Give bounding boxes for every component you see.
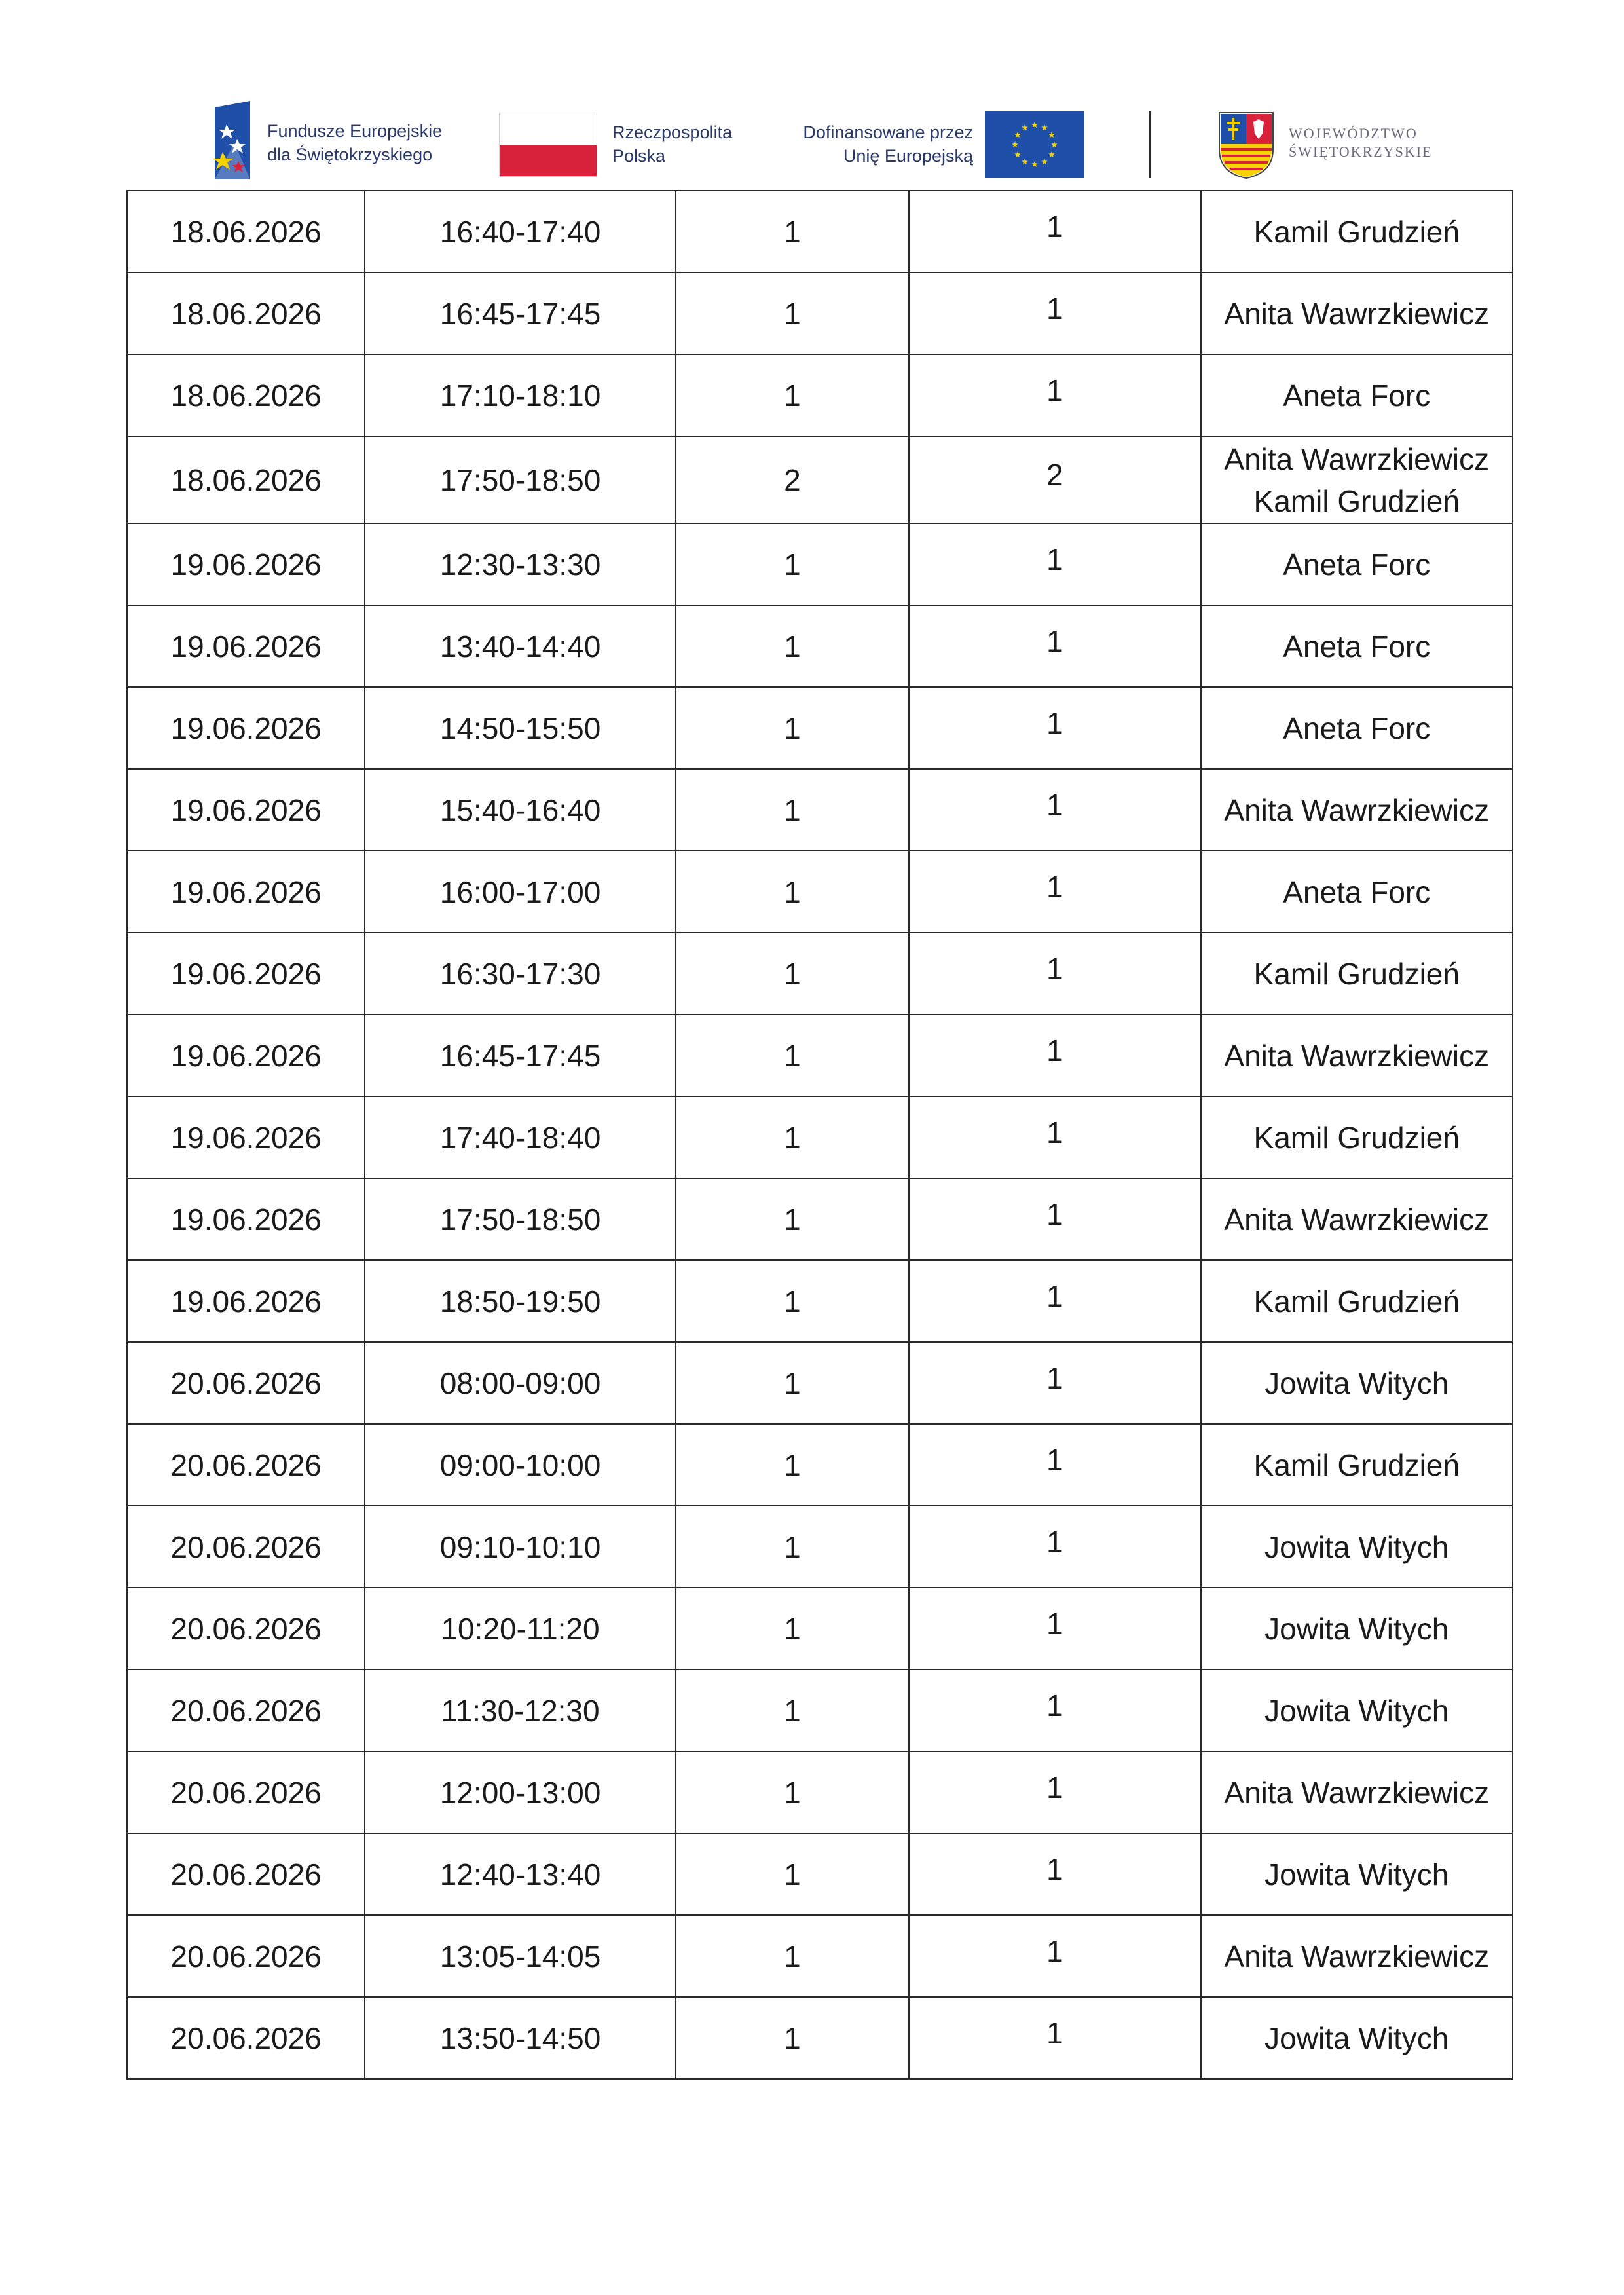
fe-logo-text <box>267 119 442 166</box>
time-cell-text: 12:40-13:40 <box>439 1857 601 1892</box>
date-cell-text: 19.06.2026 <box>170 711 322 745</box>
trainer-cell <box>1201 1178 1513 1260</box>
count-a-cell-text: 1 <box>784 1611 801 1646</box>
count-a-cell <box>676 933 909 1015</box>
trainer-cell <box>1201 851 1513 933</box>
date-cell-text: 20.06.2026 <box>170 1939 322 1973</box>
time-cell <box>365 1751 675 1833</box>
count-b-cell <box>909 1670 1200 1751</box>
time-cell <box>365 1096 675 1178</box>
count-b-cell-text: 1 <box>1046 291 1063 326</box>
trainer-name: Kamil Grudzień <box>1253 483 1460 518</box>
count-b-cell <box>909 1997 1200 2079</box>
count-b-cell <box>909 687 1200 769</box>
count-b-cell-text: 1 <box>1046 1360 1063 1395</box>
count-b-cell-text: 1 <box>1046 869 1063 904</box>
date-cell-text: 19.06.2026 <box>170 956 322 991</box>
time-cell-text: 13:40-14:40 <box>439 629 601 663</box>
trainer-name: Jowita Witych <box>1264 1529 1449 1564</box>
count-a-cell-text: 1 <box>784 1120 801 1155</box>
trainer-name: Anita Wawrzkiewicz <box>1224 296 1490 331</box>
fe-line-1: Fundusze Europejskie <box>267 121 443 141</box>
date-cell-text: 18.06.2026 <box>170 378 322 413</box>
table-row <box>127 1096 1513 1178</box>
date-cell <box>127 1833 365 1915</box>
table-row <box>127 769 1513 851</box>
time-cell <box>365 687 675 769</box>
count-b-cell-text: 1 <box>1046 1442 1063 1477</box>
time-cell <box>365 769 675 851</box>
trainer-cell <box>1201 1342 1513 1424</box>
trainer-name: Kamil Grudzień <box>1253 1447 1460 1482</box>
table-row <box>127 1833 1513 1915</box>
trainer-name: Aneta Forc <box>1283 711 1431 745</box>
date-cell <box>127 191 365 272</box>
date-cell <box>127 1506 365 1588</box>
table-row <box>127 1997 1513 2079</box>
date-cell <box>127 272 365 354</box>
trainer-name: Aneta Forc <box>1283 378 1431 413</box>
table-row <box>127 1751 1513 1833</box>
table-row <box>127 1506 1513 1588</box>
count-a-cell <box>676 1342 909 1424</box>
date-cell-text: 20.06.2026 <box>170 1857 322 1892</box>
date-cell-text: 19.06.2026 <box>170 1202 322 1237</box>
trainer-cell <box>1201 1424 1513 1506</box>
trainer-name: Anita Wawrzkiewicz <box>1224 793 1490 827</box>
trainer-name: Anita Wawrzkiewicz <box>1224 1775 1490 1810</box>
date-cell <box>127 1670 365 1751</box>
time-cell-text: 18:50-19:50 <box>439 1284 601 1318</box>
count-a-cell <box>676 851 909 933</box>
table-row <box>127 1015 1513 1096</box>
trainer-cell <box>1201 933 1513 1015</box>
count-a-cell-text: 1 <box>784 956 801 991</box>
date-cell <box>127 1260 365 1342</box>
count-b-cell <box>909 1915 1200 1997</box>
date-cell-text: 19.06.2026 <box>170 629 322 663</box>
time-cell <box>365 851 675 933</box>
time-cell-text: 13:50-14:50 <box>439 2021 601 2055</box>
date-cell-text: 19.06.2026 <box>170 793 322 827</box>
count-b-cell-text: 1 <box>1046 1933 1063 1968</box>
count-b-cell <box>909 523 1200 605</box>
count-a-cell-text: 1 <box>784 378 801 413</box>
table-row <box>127 354 1513 436</box>
count-b-cell-text: 1 <box>1046 705 1063 740</box>
time-cell <box>365 354 675 436</box>
count-b-cell-text: 1 <box>1046 787 1063 822</box>
eu-cofinancing-text <box>779 121 973 168</box>
time-cell <box>365 1670 675 1751</box>
count-a-cell <box>676 1915 909 1997</box>
time-cell-text: 16:45-17:45 <box>439 296 601 331</box>
date-cell-text: 20.06.2026 <box>170 1447 322 1482</box>
count-a-cell <box>676 1178 909 1260</box>
count-a-cell <box>676 687 909 769</box>
time-cell <box>365 933 675 1015</box>
time-cell-text: 14:50-15:50 <box>439 711 601 745</box>
time-cell <box>365 1915 675 1997</box>
count-a-cell <box>676 605 909 687</box>
count-a-cell <box>676 1833 909 1915</box>
trainer-name: Anita Wawrzkiewicz <box>1224 441 1490 476</box>
count-a-cell-text: 1 <box>784 1939 801 1973</box>
count-a-cell <box>676 1751 909 1833</box>
date-cell <box>127 1015 365 1096</box>
trainer-name: Anita Wawrzkiewicz <box>1224 1038 1490 1073</box>
trainer-cell <box>1201 1588 1513 1670</box>
date-cell <box>127 1424 365 1506</box>
count-b-cell-text: 1 <box>1046 1033 1063 1068</box>
date-cell-text: 20.06.2026 <box>170 1366 322 1400</box>
funding-logos-header <box>0 0 1624 190</box>
trainer-cell <box>1201 1096 1513 1178</box>
table-row <box>127 605 1513 687</box>
date-cell <box>127 1178 365 1260</box>
count-a-cell-text: 1 <box>784 1284 801 1318</box>
table-row <box>127 191 1513 272</box>
time-cell <box>365 436 675 523</box>
date-cell-text: 20.06.2026 <box>170 1775 322 1810</box>
count-b-cell-text: 1 <box>1046 1197 1063 1231</box>
trainer-cell <box>1201 605 1513 687</box>
time-cell-text: 15:40-16:40 <box>439 793 601 827</box>
trainer-cell <box>1201 1833 1513 1915</box>
table-row <box>127 1424 1513 1506</box>
trainer-name: Kamil Grudzień <box>1253 956 1460 991</box>
date-cell <box>127 354 365 436</box>
table-row <box>127 1260 1513 1342</box>
count-a-cell <box>676 1424 909 1506</box>
trainer-cell <box>1201 354 1513 436</box>
date-cell-text: 19.06.2026 <box>170 874 322 909</box>
count-b-cell <box>909 354 1200 436</box>
trainer-name: Anita Wawrzkiewicz <box>1224 1939 1490 1973</box>
time-cell-text: 17:50-18:50 <box>439 462 601 497</box>
table-row <box>127 1588 1513 1670</box>
time-cell-text: 16:45-17:45 <box>439 1038 601 1073</box>
rp-logo-text <box>612 121 732 168</box>
count-a-cell <box>676 354 909 436</box>
date-cell-text: 19.06.2026 <box>170 1120 322 1155</box>
count-b-cell-text: 1 <box>1046 1688 1063 1723</box>
time-cell <box>365 605 675 687</box>
trainer-name: Kamil Grudzień <box>1253 214 1460 249</box>
time-cell-text: 13:05-14:05 <box>439 1939 601 1973</box>
trainer-name: Aneta Forc <box>1283 547 1431 582</box>
count-b-cell <box>909 191 1200 272</box>
time-cell <box>365 1178 675 1260</box>
count-b-cell-text: 1 <box>1046 1770 1063 1804</box>
trainer-name: Jowita Witych <box>1264 1611 1449 1646</box>
count-a-cell <box>676 523 909 605</box>
time-cell-text: 08:00-09:00 <box>439 1366 601 1400</box>
time-cell-text: 12:00-13:00 <box>439 1775 601 1810</box>
table-row <box>127 1342 1513 1424</box>
header-divider <box>1149 111 1151 178</box>
count-b-cell-text: 1 <box>1046 1852 1063 1886</box>
date-cell <box>127 687 365 769</box>
count-a-cell-text: 1 <box>784 629 801 663</box>
date-cell <box>127 1751 365 1833</box>
table-row <box>127 272 1513 354</box>
count-b-cell <box>909 436 1200 523</box>
count-b-cell <box>909 1342 1200 1424</box>
count-a-cell-text: 1 <box>784 1693 801 1728</box>
time-cell <box>365 1588 675 1670</box>
count-a-cell <box>676 1015 909 1096</box>
time-cell-text: 17:10-18:10 <box>439 378 601 413</box>
trainer-cell <box>1201 1260 1513 1342</box>
polish-flag-icon <box>499 113 597 177</box>
time-cell-text: 10:20-11:20 <box>441 1611 600 1646</box>
date-cell-text: 18.06.2026 <box>170 214 322 249</box>
count-a-cell-text: 1 <box>784 1529 801 1564</box>
count-b-cell <box>909 1833 1200 1915</box>
date-cell <box>127 851 365 933</box>
count-a-cell-text: 1 <box>784 296 801 331</box>
time-cell-text: 09:00-10:00 <box>439 1447 601 1482</box>
table-row <box>127 687 1513 769</box>
count-a-cell <box>676 1260 909 1342</box>
count-b-cell-text: 1 <box>1046 624 1063 658</box>
count-b-cell-text: 1 <box>1046 1606 1063 1641</box>
eu-flag-icon <box>985 111 1084 178</box>
count-b-cell-text: 2 <box>1046 457 1063 492</box>
woj-line-1: WOJEWÓDZTWO <box>1289 125 1418 141</box>
count-b-cell-text: 1 <box>1046 1278 1063 1313</box>
count-a-cell-text: 2 <box>784 462 801 497</box>
count-a-cell-text: 1 <box>784 711 801 745</box>
count-a-cell <box>676 769 909 851</box>
fundusze-europejskie-logo-icon <box>208 98 255 182</box>
trainer-name: Aneta Forc <box>1283 629 1431 663</box>
time-cell <box>365 1342 675 1424</box>
count-a-cell <box>676 436 909 523</box>
count-b-cell <box>909 1751 1200 1833</box>
count-b-cell <box>909 851 1200 933</box>
count-a-cell-text: 1 <box>784 1366 801 1400</box>
swietokrzyskie-coat-of-arms-icon <box>1217 110 1276 179</box>
schedule-table-body <box>127 191 1513 2079</box>
table-row <box>127 1178 1513 1260</box>
date-cell <box>127 933 365 1015</box>
rp-line-2: Polska <box>612 146 666 166</box>
date-cell-text: 19.06.2026 <box>170 1284 322 1318</box>
count-b-cell-text: 1 <box>1046 1115 1063 1149</box>
count-b-cell <box>909 1588 1200 1670</box>
trainer-cell <box>1201 1015 1513 1096</box>
count-b-cell-text: 1 <box>1046 209 1063 244</box>
trainer-cell <box>1201 1915 1513 1997</box>
schedule-table <box>126 190 1513 2080</box>
date-cell <box>127 1915 365 1997</box>
trainer-cell <box>1201 1997 1513 2079</box>
eu-line-1: Dofinansowane przez <box>803 122 973 142</box>
count-b-cell <box>909 1178 1200 1260</box>
count-b-cell <box>909 933 1200 1015</box>
date-cell <box>127 769 365 851</box>
time-cell <box>365 1833 675 1915</box>
trainer-cell <box>1201 436 1513 523</box>
date-cell <box>127 1588 365 1670</box>
count-b-cell <box>909 1015 1200 1096</box>
date-cell <box>127 436 365 523</box>
count-a-cell-text: 1 <box>784 214 801 249</box>
date-cell <box>127 1997 365 2079</box>
time-cell-text: 12:30-13:30 <box>439 547 601 582</box>
eu-line-2: Unię Europejską <box>843 146 973 166</box>
trainer-name: Jowita Witych <box>1264 2021 1449 2055</box>
table-row <box>127 1915 1513 1997</box>
date-cell-text: 20.06.2026 <box>170 1529 322 1564</box>
trainer-name: Anita Wawrzkiewicz <box>1224 1202 1490 1237</box>
trainer-name: Jowita Witych <box>1264 1857 1449 1892</box>
count-a-cell-text: 1 <box>784 2021 801 2055</box>
count-a-cell <box>676 1096 909 1178</box>
time-cell-text: 16:30-17:30 <box>439 956 601 991</box>
time-cell-text: 17:50-18:50 <box>439 1202 601 1237</box>
trainer-cell <box>1201 272 1513 354</box>
count-b-cell <box>909 769 1200 851</box>
time-cell <box>365 1997 675 2079</box>
count-a-cell <box>676 191 909 272</box>
date-cell <box>127 605 365 687</box>
date-cell-text: 19.06.2026 <box>170 1038 322 1073</box>
time-cell <box>365 523 675 605</box>
date-cell-text: 18.06.2026 <box>170 462 322 497</box>
table-row <box>127 851 1513 933</box>
date-cell-text: 20.06.2026 <box>170 2021 322 2055</box>
trainer-name: Kamil Grudzień <box>1253 1284 1460 1318</box>
trainer-cell <box>1201 1670 1513 1751</box>
time-cell-text: 16:40-17:40 <box>439 214 601 249</box>
count-b-cell-text: 1 <box>1046 373 1063 407</box>
date-cell <box>127 523 365 605</box>
count-a-cell-text: 1 <box>784 547 801 582</box>
date-cell-text: 20.06.2026 <box>170 1611 322 1646</box>
trainer-cell <box>1201 687 1513 769</box>
fe-line-2: dla Świętokrzyskiego <box>267 145 433 164</box>
count-a-cell-text: 1 <box>784 1447 801 1482</box>
trainer-name: Aneta Forc <box>1283 874 1431 909</box>
time-cell <box>365 1260 675 1342</box>
count-a-cell-text: 1 <box>784 1038 801 1073</box>
count-a-cell <box>676 272 909 354</box>
count-b-cell <box>909 605 1200 687</box>
trainer-cell <box>1201 769 1513 851</box>
trainer-name: Jowita Witych <box>1264 1693 1449 1728</box>
count-a-cell-text: 1 <box>784 1775 801 1810</box>
time-cell-text: 11:30-12:30 <box>441 1693 600 1728</box>
count-a-cell <box>676 1997 909 2079</box>
count-b-cell <box>909 1260 1200 1342</box>
time-cell-text: 09:10-10:10 <box>439 1529 601 1564</box>
count-b-cell <box>909 1424 1200 1506</box>
time-cell <box>365 1015 675 1096</box>
table-row <box>127 933 1513 1015</box>
count-b-cell <box>909 272 1200 354</box>
count-b-cell-text: 1 <box>1046 1524 1063 1559</box>
count-b-cell-text: 1 <box>1046 2015 1063 2050</box>
table-row <box>127 523 1513 605</box>
count-b-cell <box>909 1506 1200 1588</box>
count-a-cell-text: 1 <box>784 1857 801 1892</box>
count-a-cell-text: 1 <box>784 874 801 909</box>
woj-logo-text <box>1289 124 1432 161</box>
trainer-cell <box>1201 191 1513 272</box>
trainer-cell <box>1201 523 1513 605</box>
time-cell <box>365 1424 675 1506</box>
rp-line-1: Rzeczpospolita <box>612 122 733 142</box>
count-a-cell <box>676 1670 909 1751</box>
date-cell-text: 19.06.2026 <box>170 547 322 582</box>
count-b-cell <box>909 1096 1200 1178</box>
trainer-name: Jowita Witych <box>1264 1366 1449 1400</box>
count-a-cell <box>676 1506 909 1588</box>
time-cell <box>365 191 675 272</box>
count-a-cell-text: 1 <box>784 793 801 827</box>
count-b-cell-text: 1 <box>1046 951 1063 986</box>
trainer-name: Kamil Grudzień <box>1253 1120 1460 1155</box>
trainer-cell <box>1201 1506 1513 1588</box>
count-b-cell-text: 1 <box>1046 542 1063 576</box>
date-cell <box>127 1342 365 1424</box>
time-cell-text: 16:00-17:00 <box>439 874 601 909</box>
trainer-cell <box>1201 1751 1513 1833</box>
date-cell <box>127 1096 365 1178</box>
time-cell-text: 17:40-18:40 <box>439 1120 601 1155</box>
date-cell-text: 20.06.2026 <box>170 1693 322 1728</box>
date-cell-text: 18.06.2026 <box>170 296 322 331</box>
count-a-cell <box>676 1588 909 1670</box>
woj-line-2: ŚWIĘTOKRZYSKIE <box>1289 143 1433 160</box>
table-row <box>127 1670 1513 1751</box>
time-cell <box>365 272 675 354</box>
table-row <box>127 436 1513 523</box>
count-a-cell-text: 1 <box>784 1202 801 1237</box>
time-cell <box>365 1506 675 1588</box>
